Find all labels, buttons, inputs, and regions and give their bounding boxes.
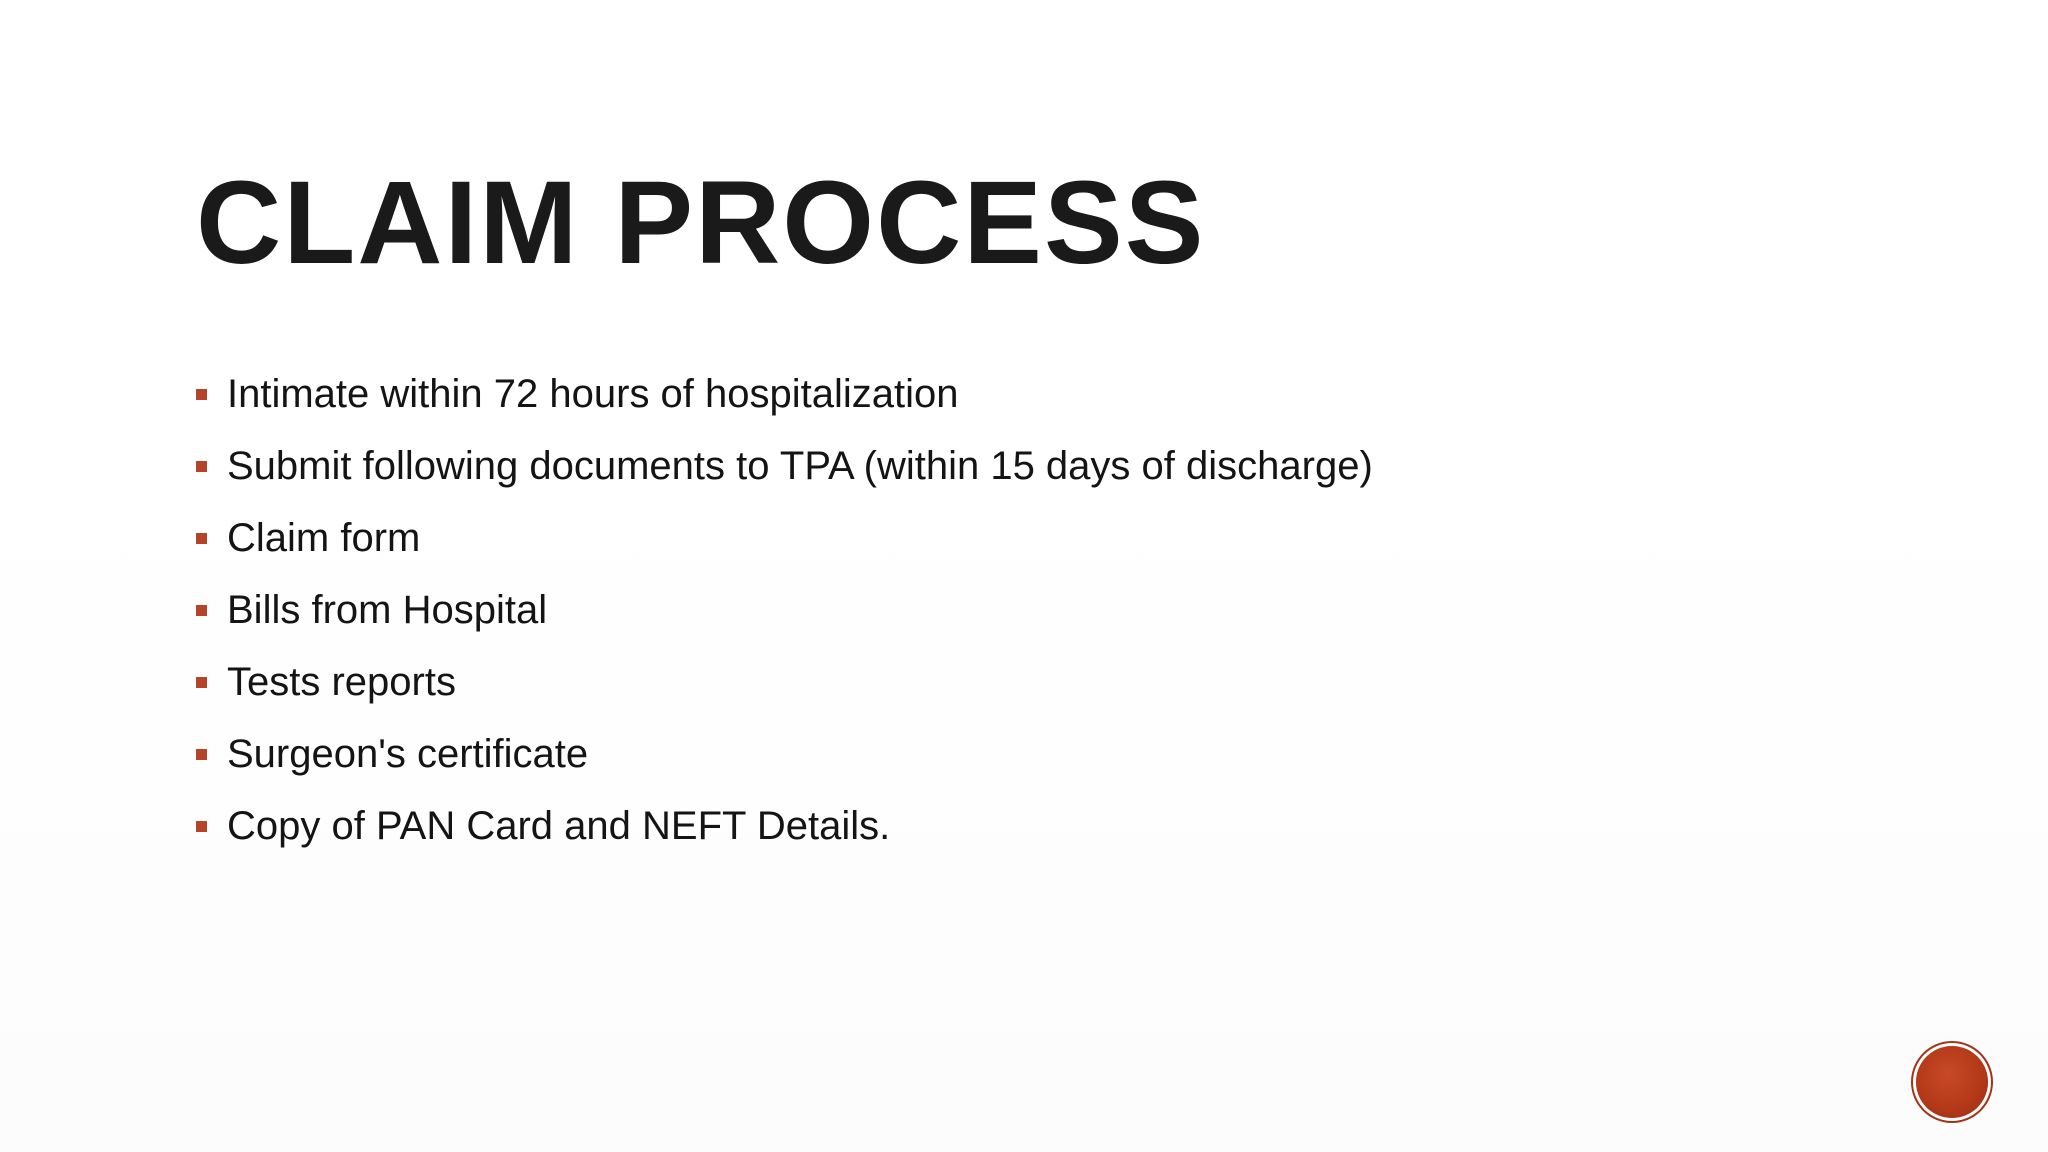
list-item — [196, 790, 1846, 862]
list-item — [196, 646, 1846, 718]
bullet-text: Submit following documents to TPA (within 15 days of discharge) — [227, 443, 1373, 488]
bullet-text: Bills from Hospital — [227, 587, 548, 632]
list-item — [196, 718, 1846, 790]
list-item — [196, 502, 1846, 574]
bullet-text: Claim form — [227, 515, 421, 560]
bullet-text: Surgeon's certificate — [227, 731, 589, 776]
bullet-text: Copy of PAN Card and NEFT Details. — [227, 803, 891, 848]
square-bullet-icon — [196, 533, 207, 544]
square-bullet-icon — [196, 677, 207, 688]
square-bullet-icon — [196, 461, 207, 472]
list-item — [196, 358, 1846, 430]
bullet-text: Tests reports — [227, 659, 456, 704]
square-bullet-icon — [196, 749, 207, 760]
list-item — [196, 430, 1846, 502]
square-bullet-icon — [196, 389, 207, 400]
slide-title: CLAIM PROCESS — [196, 157, 1206, 289]
square-bullet-icon — [196, 605, 207, 616]
bullet-text: Intimate within 72 hours of hospitalization — [227, 371, 959, 416]
bullet-list — [196, 358, 1846, 862]
square-bullet-icon — [196, 821, 207, 832]
red-circle-button-icon[interactable] — [1916, 1046, 1988, 1118]
list-item — [196, 574, 1846, 646]
